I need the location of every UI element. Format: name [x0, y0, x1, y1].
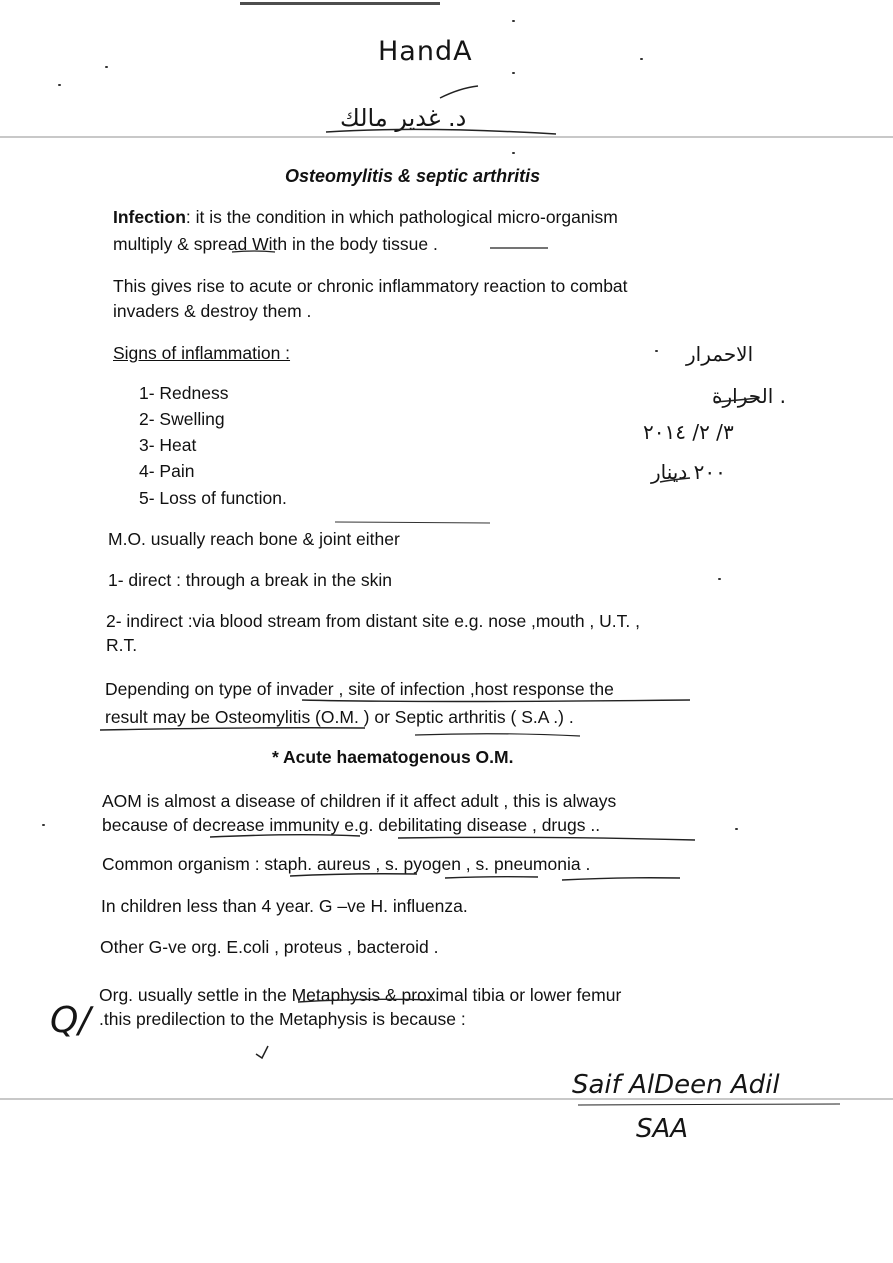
underline-stroke — [578, 1104, 840, 1105]
underline-stroke — [440, 86, 478, 98]
sign-item: 2- Swelling — [139, 409, 225, 429]
handwritten-arabic-name: د. غدير مالك — [340, 104, 467, 132]
other-organism: Other G-ve org. E.coli , proteus , bacteroid . — [100, 937, 439, 957]
underline-stroke — [660, 478, 690, 482]
aom-line-2: because of decrease immunity e.g. debilitating disease , drugs .. — [102, 815, 601, 835]
depending-line-2: result may be Osteomylitis (O.M. ) or Septic arthritis ( S.A .) . — [105, 707, 574, 727]
reaction-line-1: This gives rise to acute or chronic inflammatory reaction to combat — [113, 276, 628, 296]
mo-intro: M.O. usually reach bone & joint either — [108, 529, 400, 549]
side-note: ٢٠٠ دينار — [651, 460, 726, 484]
margin-question-mark: Q/ — [50, 1000, 91, 1041]
side-note: الاحمرار — [686, 342, 754, 366]
infection-label: Infection — [113, 207, 186, 227]
signs-heading: Signs of inflammation : — [113, 343, 291, 363]
underline-stroke — [562, 878, 680, 880]
side-note: الحرارة . — [712, 384, 787, 408]
depending-line-1: Depending on type of invader , site of infection ,host response the — [105, 679, 614, 699]
underline-stroke — [232, 251, 275, 252]
common-organism: Common organism : staph. aureus , s. pyogen , s. pneumonia . — [102, 854, 591, 874]
underline-stroke — [290, 874, 417, 876]
underline-stroke — [715, 398, 758, 402]
sign-item: 5- Loss of function. — [139, 488, 287, 508]
mo-indirect-2: R.T. — [106, 635, 138, 655]
settle-line-2: .this predilection to the Metaphysis is because : — [99, 1009, 466, 1029]
underline-stroke — [100, 728, 365, 730]
sign-item: 4- Pain — [139, 461, 195, 481]
signature-initials: SAA — [636, 1114, 689, 1144]
underline-stroke — [210, 835, 360, 837]
underline-stroke — [326, 129, 556, 134]
infection-line-2: multiply & spread With in the body tissue . — [113, 234, 438, 254]
side-note: ٣/ ٢/ ٢٠١٤ — [643, 420, 734, 444]
mo-indirect-1: 2- indirect :via blood stream from distant site e.g. nose ,mouth , U.T. , — [106, 611, 640, 631]
document-title: Osteomylitis & septic arthritis — [285, 166, 541, 186]
underline-stroke — [398, 837, 695, 840]
settle-line-1: Org. usually settle in the Metaphysis & proximal tibia or lower femur — [99, 985, 622, 1005]
infection-text-1: : it is the condition in which pathological micro-organism — [185, 207, 618, 227]
handwritten-title: HandA — [378, 36, 473, 67]
check-mark — [256, 1046, 268, 1058]
sign-item: 3- Heat — [139, 435, 197, 455]
signature-name: Saif AlDeen Adil — [572, 1070, 780, 1100]
reaction-line-2: invaders & destroy them . — [113, 301, 312, 321]
sign-item: 1- Redness — [139, 383, 229, 403]
mo-direct: 1- direct : through a break in the skin — [108, 570, 393, 590]
aom-line-1: AOM is almost a disease of children if it affect adult , this is always — [102, 791, 617, 811]
children-organism: In children less than 4 year. G –ve H. influenza. — [101, 896, 468, 916]
section-subtitle: * Acute haematogenous O.M. — [272, 747, 514, 767]
underline-stroke — [415, 734, 580, 736]
underline-stroke — [302, 700, 690, 702]
underline-stroke — [298, 999, 432, 1002]
underline-stroke — [445, 877, 538, 878]
underline-stroke — [335, 522, 490, 523]
